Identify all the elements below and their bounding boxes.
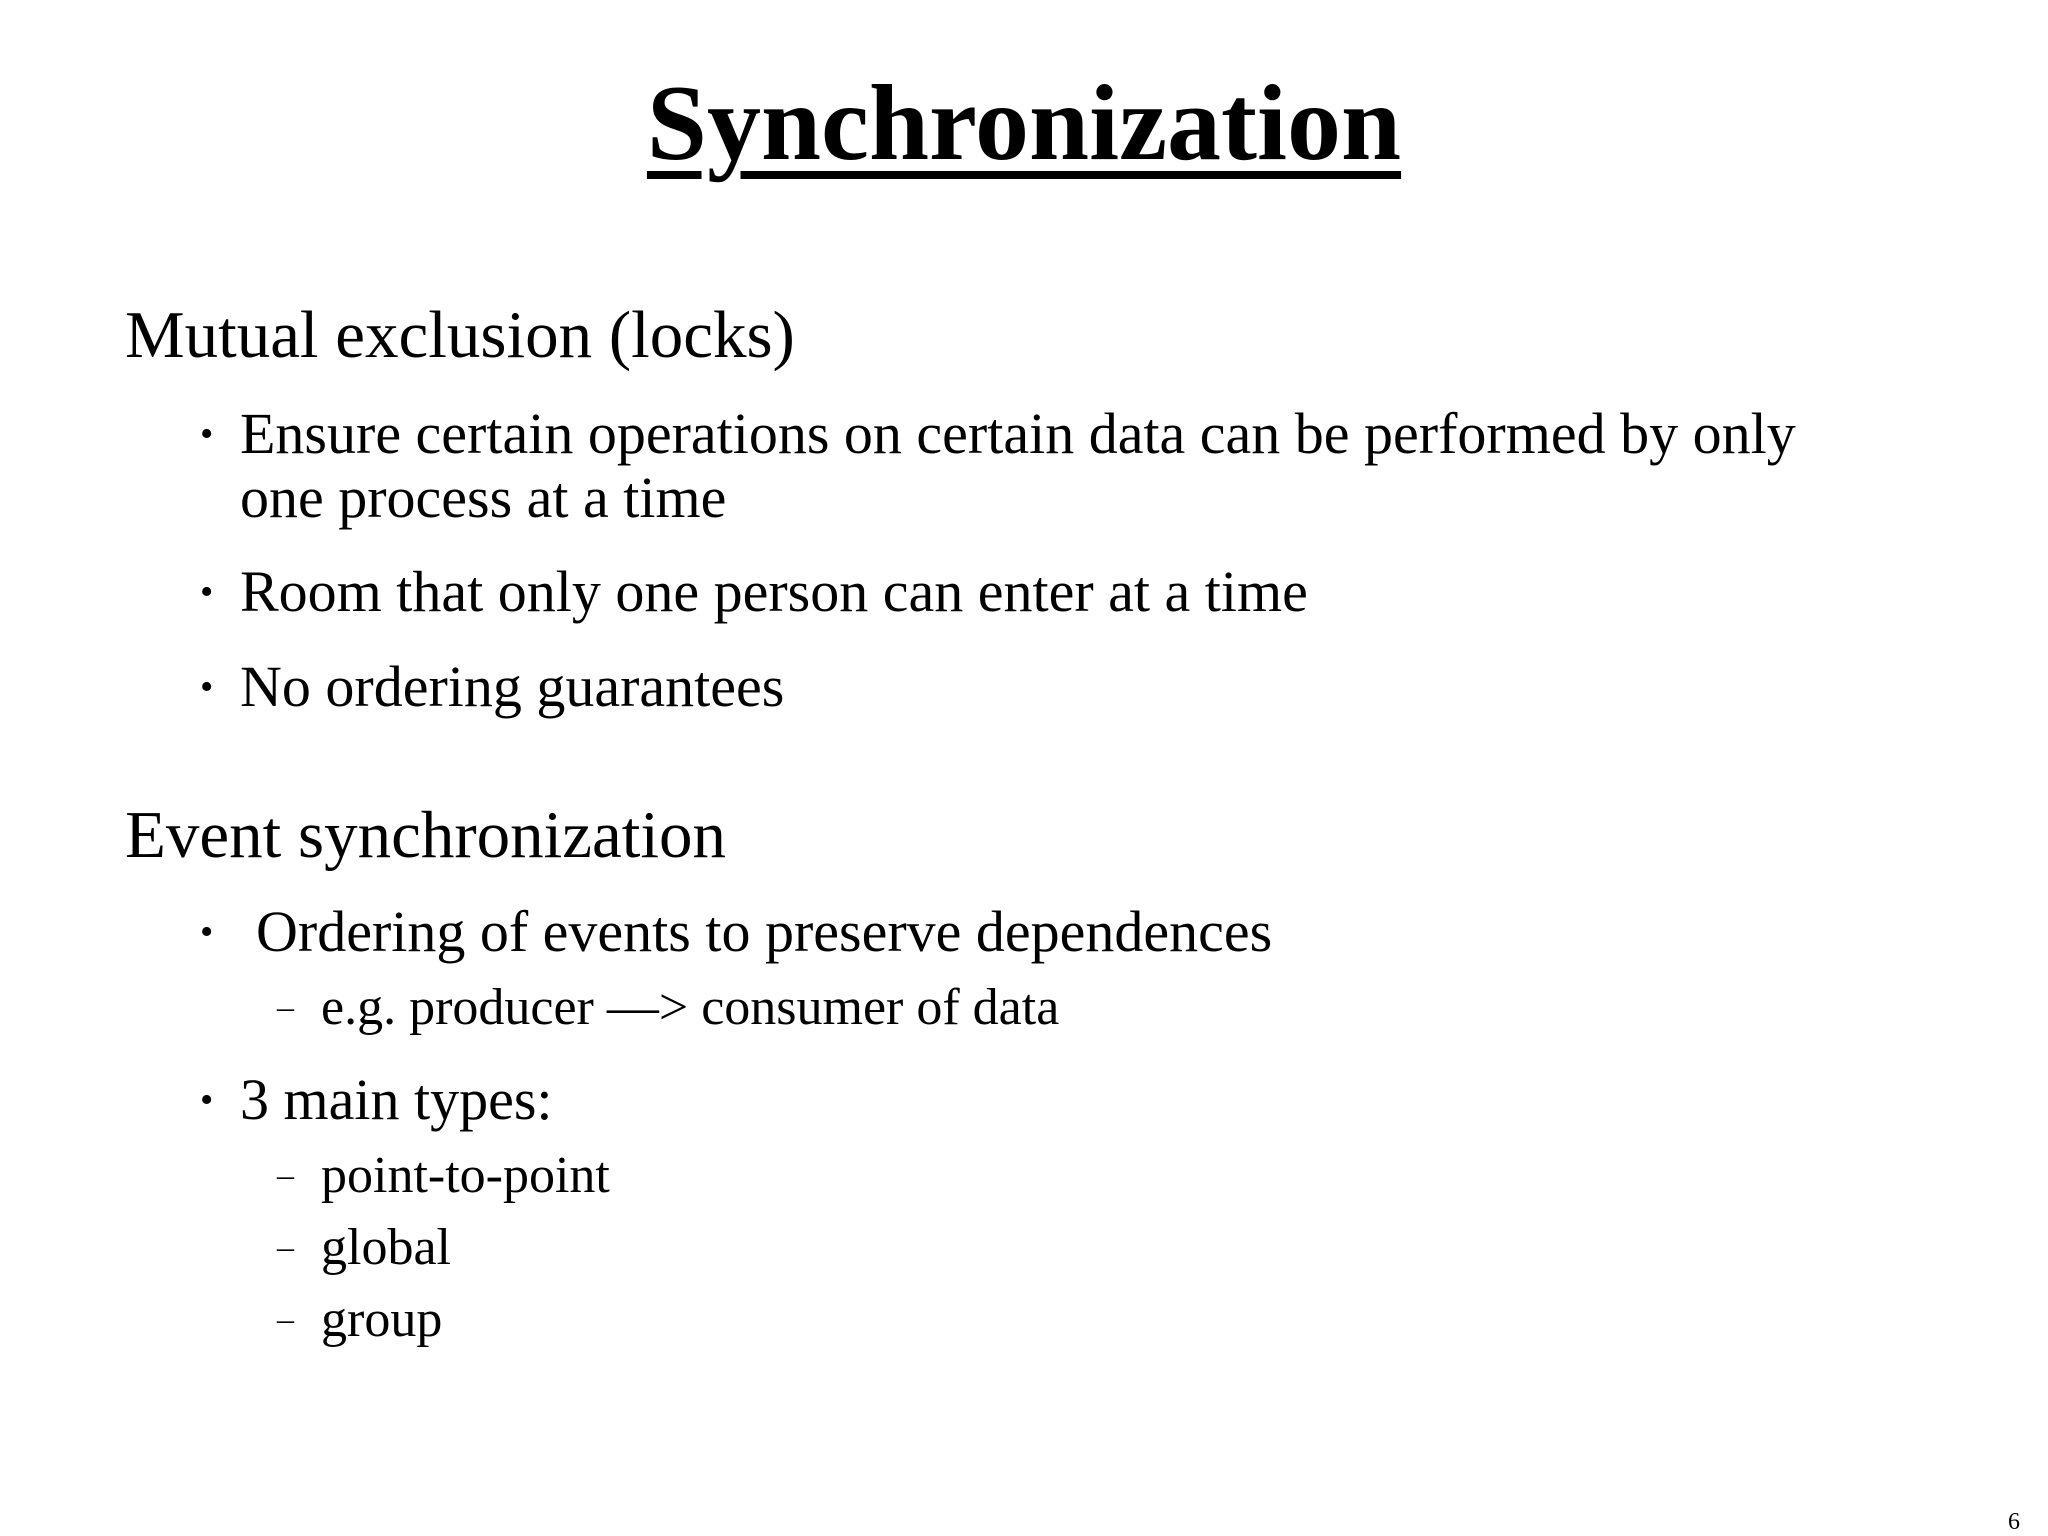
bullet-text: Ensure certain operations on certain data can be performed by only one process at a time <box>240 401 1796 530</box>
sub-bullet-text: point-to-point <box>321 1147 610 1204</box>
bullet-text: Ordering of events to preserve dependences <box>256 899 1273 964</box>
bullet-item <box>200 560 1840 624</box>
sub-bullet-marker: – <box>277 1157 294 1194</box>
bullet-item <box>200 655 1840 719</box>
section-heading-mutual-exclusion: Mutual exclusion (locks) <box>125 298 795 372</box>
page-number: 6 <box>2008 1509 2020 1535</box>
bullet-marker: • <box>200 1079 214 1121</box>
sub-bullet-text: global <box>321 1219 451 1276</box>
sub-bullet-item <box>277 978 1059 1038</box>
bullet-marker: • <box>200 666 214 708</box>
sub-bullet-marker: – <box>277 989 294 1026</box>
bullet-text: 3 main types: <box>240 1067 553 1132</box>
bullet-item <box>200 900 1840 964</box>
sub-bullet-item <box>277 1290 442 1350</box>
bullet-text: Room that only one person can enter at a time <box>240 559 1308 624</box>
slide-title: Synchronization <box>646 64 1402 183</box>
bullet-item <box>200 1068 1840 1132</box>
sub-bullet-text: group <box>321 1291 443 1348</box>
sub-bullet-text: e.g. producer —> consumer of data <box>321 979 1060 1036</box>
section-heading-event-synchronization: Event synchronization <box>125 798 726 872</box>
bullet-item <box>200 402 1840 530</box>
bullet-text: No ordering guarantees <box>240 654 785 719</box>
sub-bullet-item <box>277 1146 610 1206</box>
bullet-marker: • <box>200 911 214 953</box>
sub-bullet-item <box>277 1218 451 1278</box>
sub-bullet-marker: – <box>277 1229 294 1266</box>
bullet-marker: • <box>200 413 214 455</box>
sub-bullet-marker: – <box>277 1301 294 1338</box>
bullet-marker: • <box>200 571 214 613</box>
